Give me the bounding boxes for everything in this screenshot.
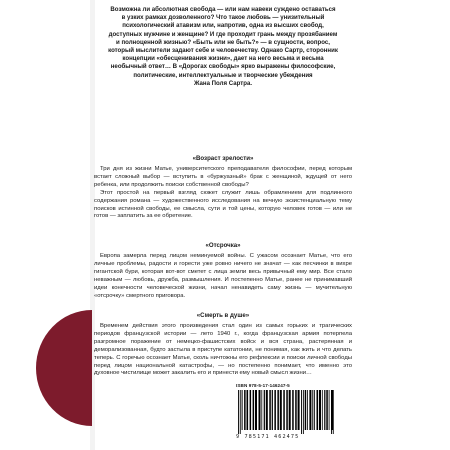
barcode-bar <box>250 390 252 430</box>
barcode-bar <box>261 390 262 430</box>
barcode-bar <box>317 390 319 430</box>
barcode-bar <box>253 390 255 430</box>
barcode-bar <box>295 390 297 430</box>
barcode-bar <box>333 390 334 434</box>
accent-circle-shape <box>36 310 92 426</box>
intro-line: Возможна ли абсолютная свобода — или нам навеки суждено оставаться <box>110 6 336 13</box>
intro-line: в узких рамках дозволенного? Что такое любовь — унизительный <box>121 14 325 22</box>
barcode-bar <box>247 390 249 430</box>
intro-line: который мыслители задают себе и человечеству. Однако Сартр, сторонник <box>108 47 338 55</box>
barcode-bar <box>289 390 291 430</box>
barcode-digits: 9 785171 462475 <box>236 434 300 440</box>
barcode-bar <box>269 390 271 430</box>
section-paragraph: Этот простой на первый взгляд сюжет служит лишь обрамлением для подлинного содержания романа — художественного исследования на вечную экзистенциальную тему поисков истинной свободы, ее смысла, сути и той цены, которую человек готов — или не готов — заплатить за ее обретение. <box>94 189 352 220</box>
intro-line: доступных мужчине и женщине? И где проходит грань между прозябанием <box>108 30 338 38</box>
intro-line: необычный ответ… В «Дорогах свободы» ярко выражены философские, <box>110 63 336 71</box>
barcode-bar <box>329 390 330 430</box>
barcode-bar <box>274 390 276 430</box>
barcode-bar <box>324 390 325 430</box>
barcode-bar <box>326 390 328 430</box>
barcode-bar <box>298 390 300 430</box>
barcode-bar <box>314 390 315 430</box>
barcode-bar <box>264 390 265 430</box>
section-paragraph: Временем действия этого произведения стал один из самых горьких и трагических периодов французской истории — лето 1940 г., когда французская армия потерпела разгромное поражение от немецко-фашистских войск и вся страна, растерянная и деморализованная, будто застыла в приступе кататонии, не понимая, как жить и что делать теперь. С горечью осознает Матье, сколь ничтожны его рефлексии и поиски личной свободы перед лицом национальной катастрофы, — но постепенно понимает, что именно это духовное чистилище может закалить его и принести ему новый смысл жизни… <box>94 323 352 377</box>
barcode-bar <box>292 390 294 430</box>
barcode-bar <box>238 390 239 434</box>
accent-semicircle <box>36 310 92 426</box>
barcode-bar <box>280 390 282 430</box>
section-reprieve <box>94 242 352 300</box>
intro-line: психологический атавизм или, напротив, одна из высших свобод, <box>122 22 324 30</box>
barcode-bar <box>303 390 304 434</box>
barcode-bar <box>307 390 308 430</box>
intro-line: Жана Поля Сартра. <box>193 79 253 87</box>
isbn-block <box>236 383 352 441</box>
barcode-bar <box>301 390 302 434</box>
section-troubled-sleep <box>94 312 352 378</box>
section-title: «Отсрочка» <box>205 242 241 249</box>
barcode-icon <box>236 390 336 434</box>
intro-line: политические, интеллектуальные и творческие убеждения <box>133 71 313 79</box>
section-paragraph: Три дня из жизни Матье, университетского преподавателя философии, перед которым встает сложный выбор — вступить в «буржуазный» брак с женщиной, ждущей от него ребенка, или продолжить поиски собственной свободы? <box>94 166 352 188</box>
barcode-bar <box>309 390 311 430</box>
section-paragraph: Европа замерла перед лицом неминуемой войны. С ужасом осознает Матье, что его личные проблемы, радости и горести уже ровно ничего не значат — как песчинки в вихре гигантской бури, которая вот-вот сметет с лица земли весь привычный ему мир. Все стало неважным — любовь, дружба, размышления. И постепенно Матье, ранее не принимавший идеи конечности человеческой жизни, начал ненавидеть саму жизнь — мучительную «отсрочку» смертного приговора. <box>94 253 352 299</box>
barcode-bar <box>255 390 257 430</box>
barcode-bar <box>331 390 332 434</box>
barcode-bar <box>286 390 288 430</box>
intro-line: концепции «обесценивания жизни», дает на него весьма и весьма <box>122 55 324 63</box>
intro-line: и полноценной жизнью? «Быть или не быть?» — в сущности, вопрос, <box>116 38 330 46</box>
barcode-bar <box>272 390 273 430</box>
barcode-bar <box>312 390 313 430</box>
section-title: «Смерть в душе» <box>196 312 250 319</box>
barcode-bar <box>242 390 243 430</box>
barcode-bar <box>322 390 323 430</box>
barcode-bar <box>240 390 241 434</box>
barcode-bar <box>305 390 307 430</box>
barcode-bar <box>244 390 246 430</box>
isbn-label: ISBN 978-5-17-146247-5 <box>236 383 290 388</box>
barcode-bar <box>283 390 285 430</box>
intro-blurb <box>94 6 352 88</box>
barcode-bar <box>319 390 321 430</box>
barcode-bar <box>277 390 279 430</box>
barcode-bar <box>266 390 268 430</box>
section-age-of-reason <box>94 155 352 221</box>
section-title: «Возраст зрелости» <box>192 155 254 162</box>
barcode-bar <box>259 390 261 430</box>
